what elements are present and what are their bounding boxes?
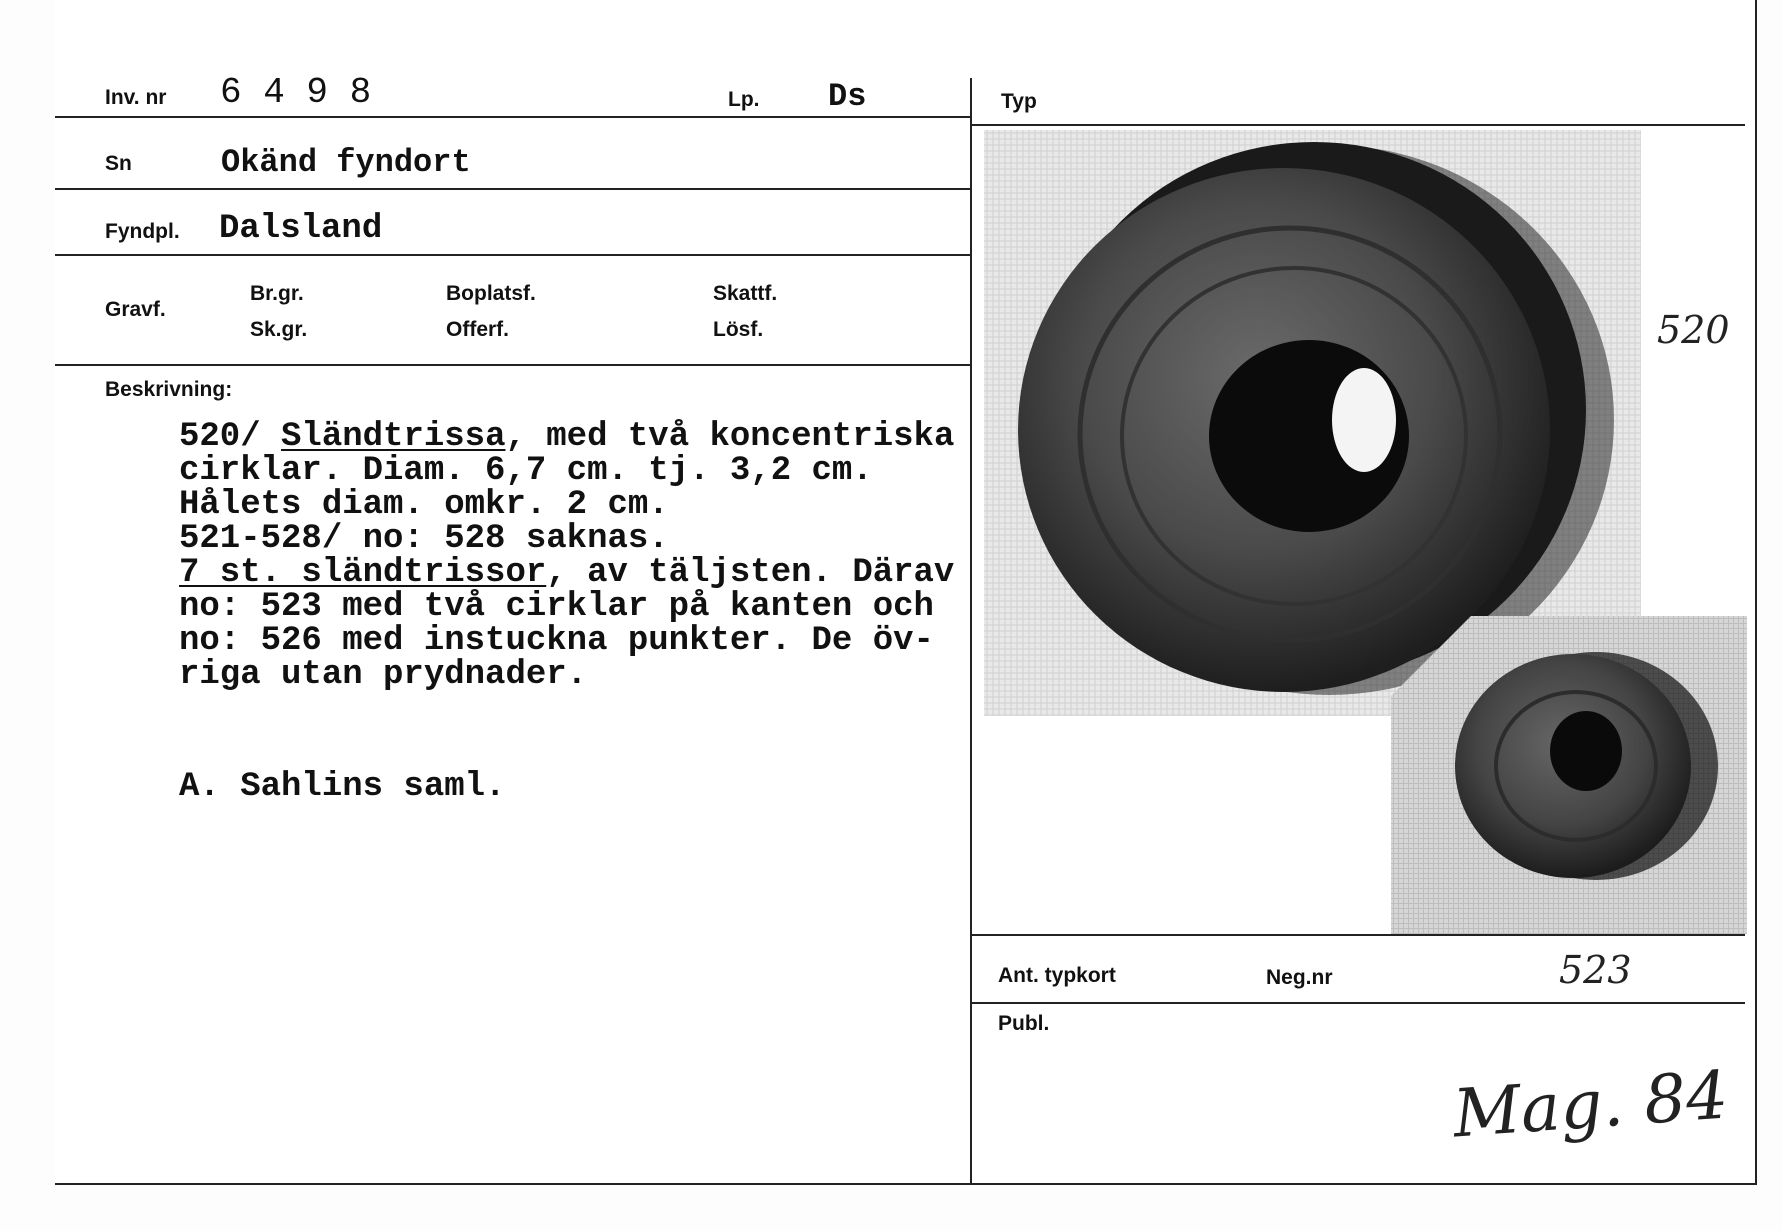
publ-label: Publ. [998, 1012, 1050, 1035]
losf-label: Lösf. [713, 318, 764, 341]
ant-typkort-label: Ant. typkort [998, 964, 1116, 987]
typ-label: Typ [1001, 90, 1037, 113]
rule-ant-typkort-top [972, 934, 1745, 936]
rule-fyndpl [55, 254, 970, 256]
sn-label: Sn [105, 152, 132, 175]
column-divider [970, 78, 972, 1183]
handwritten-520: 520 [1657, 308, 1730, 352]
inv-nr-value: 6 4 9 8 [220, 72, 372, 113]
desc-line-2: cirklar. Diam. 6,7 cm. tj. 3,2 cm. [179, 452, 873, 490]
desc-line-3: Hålets diam. omkr. 2 cm. [179, 486, 669, 524]
boplatsf-label: Boplatsf. [446, 282, 536, 305]
desc-line-6: no: 523 med två cirklar på kanten och [179, 588, 934, 626]
gravf-label: Gravf. [105, 298, 166, 321]
desc-item-title: Sländtrissa [281, 418, 506, 456]
desc-group-title: 7 st. sländtrissor [179, 554, 547, 592]
rule-publ [972, 1002, 1745, 1004]
negnr-label: Neg.nr [1266, 966, 1333, 989]
desc-line-8: riga utan prydnader. [179, 656, 588, 694]
desc-collection: A. Sahlins saml. [179, 768, 506, 806]
desc-line-4: 521-528/ no: 528 saknas. [179, 520, 669, 558]
fyndpl-label: Fyndpl. [105, 220, 180, 243]
fyndpl-value: Dalsland [219, 210, 383, 248]
rule-inv [55, 116, 970, 118]
skgr-label: Sk.gr. [250, 318, 308, 341]
sn-value: Okänd fyndort [221, 144, 471, 181]
rule-gravf [55, 364, 970, 366]
rule-typ [972, 124, 1745, 126]
offerf-label: Offerf. [446, 318, 509, 341]
desc-line-1 [179, 418, 954, 456]
rule-sn [55, 188, 970, 190]
beskrivning-label: Beskrivning: [105, 378, 233, 401]
catalog-card [55, 0, 1757, 1185]
brgr-label: Br.gr. [250, 282, 304, 305]
signature: Mag. 84 [1450, 1056, 1731, 1153]
desc-group-rest: , av täljsten. Därav [546, 554, 955, 592]
inv-nr-label: Inv. nr [105, 86, 167, 109]
desc-item-number: 520/ [179, 418, 282, 456]
spindle-whorl-image-small [1391, 616, 1747, 934]
photo-spindle-whorl-523 [1391, 616, 1747, 934]
skattf-label: Skattf. [713, 282, 778, 305]
handwritten-523: 523 [1559, 948, 1632, 992]
desc-line-5 [179, 554, 954, 592]
lp-label: Lp. [728, 88, 760, 111]
lp-value: Ds [828, 78, 867, 115]
desc-item-rest: , med två koncentriska [505, 418, 955, 456]
desc-line-7: no: 526 med instuckna punkter. De öv- [179, 622, 934, 660]
